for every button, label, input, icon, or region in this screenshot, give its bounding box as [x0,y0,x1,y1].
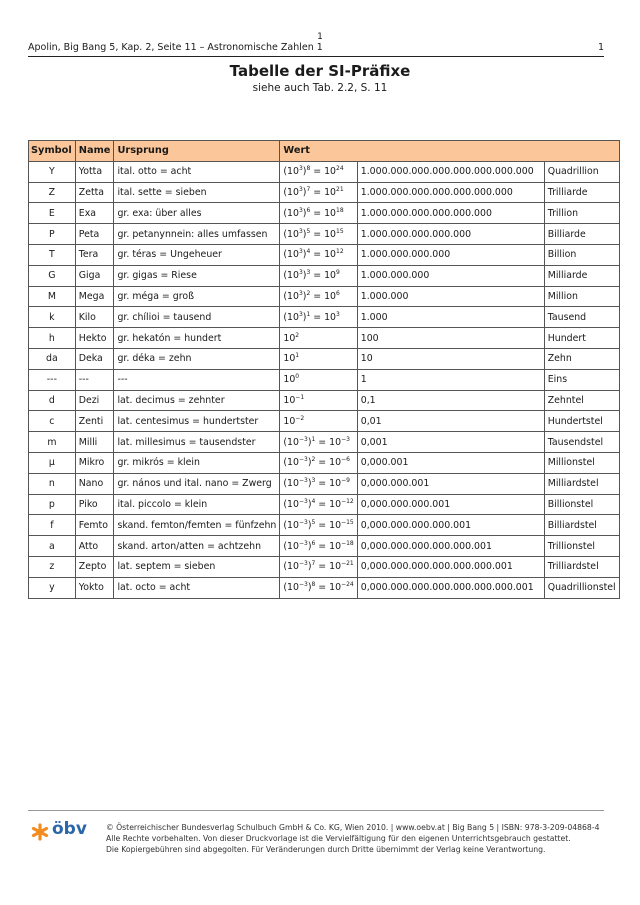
cell-origin: ital. otto = acht [114,161,280,182]
cell-power-formula: $(10^{-3})^1 = 10^{-3}$ [280,432,357,453]
cell-name: Femto [75,515,114,536]
table-row [29,432,620,453]
cell-number-word: Billiarde [544,224,619,245]
cell-origin: lat. centesimus = hundertster [114,411,280,432]
cell-symbol: y [29,577,76,598]
cell-origin: gr. méga = groß [114,286,280,307]
column-header-origin: Ursprung [114,141,280,162]
cell-power-formula: $(10^3)^7 = 10^{21}$ [280,182,357,203]
cell-origin: gr. déka = zehn [114,348,280,369]
cell-decimal-value: 1.000.000.000.000.000.000.000.000 [357,161,544,182]
cell-power-formula: $10^1$ [280,348,357,369]
table-row [29,473,620,494]
cell-origin: ital. piccolo = klein [114,494,280,515]
table-row [29,286,620,307]
cell-symbol: M [29,286,76,307]
cell-power-formula: $(10^3)^6 = 10^{18}$ [280,203,357,224]
cell-symbol: a [29,536,76,557]
header-title: Apolin, Big Bang 5, Kap. 2, Seite 11 – Astronomische Zahlen 1 [28,42,323,53]
cell-name: Piko [75,494,114,515]
header-page-number: 1 [597,42,604,53]
cell-name: Atto [75,536,114,557]
cell-power-formula: $(10^3)^2 = 10^6$ [280,286,357,307]
column-header-name: Name [75,141,114,162]
cell-number-word: Millionstel [544,452,619,473]
cell-symbol: n [29,473,76,494]
footer-line-3: Die Kopiergebühren sind abgegolten. Für Veränderungen durch Dritte übernimmt der Verlag keine Verantwortung. [106,845,546,854]
cell-origin: lat. octo = acht [114,577,280,598]
cell-symbol: d [29,390,76,411]
footer-line-1: © Österreichischer Bundesverlag Schulbuch GmbH & Co. KG, Wien 2010. | www.oebv.at | Big Bang 5 | ISBN: 978-3-209-04868-4 [106,823,600,832]
table-row [29,515,620,536]
cell-name: Mikro [75,452,114,473]
cell-power-formula: $10^{-2}$ [280,411,357,432]
table-row [29,224,620,245]
cell-number-word: Trilliarde [544,182,619,203]
table-row [29,328,620,349]
cell-origin: gr. gigas = Riese [114,265,280,286]
cell-decimal-value: 1 [357,369,544,390]
cell-number-word: Billionstel [544,494,619,515]
cell-name: Yotta [75,161,114,182]
cell-symbol: k [29,307,76,328]
cell-number-word: Trillion [544,203,619,224]
cell-number-word: Billiardstel [544,515,619,536]
cell-number-word: Tausend [544,307,619,328]
table-row [29,348,620,369]
table-row [29,390,620,411]
cell-power-formula: $(10^3)^3 = 10^9$ [280,265,357,286]
table-row [29,411,620,432]
cell-origin: lat. millesimus = tausendster [114,432,280,453]
cell-origin: lat. septem = sieben [114,556,280,577]
column-header-value: Wert [280,141,619,162]
cell-name: Giga [75,265,114,286]
page-subtitle: siehe auch Tab. 2.2, S. 11 [252,82,388,94]
page-top-number: 1 [317,32,323,42]
cell-origin: --- [114,369,280,390]
cell-origin: gr. exa: über alles [114,203,280,224]
cell-number-word: Quadrillionstel [544,577,619,598]
cell-origin: skand. femton/femten = fünfzehn [114,515,280,536]
cell-name: Peta [75,224,114,245]
cell-power-formula: $(10^3)^4 = 10^{12}$ [280,244,357,265]
cell-name: Nano [75,473,114,494]
cell-power-formula: $(10^{-3})^4 = 10^{-12}$ [280,494,357,515]
cell-symbol: Y [29,161,76,182]
cell-number-word: Quadrillion [544,161,619,182]
cell-decimal-value: 0,000.000.000.000.001 [357,515,544,536]
cell-number-word: Trilliardstel [544,556,619,577]
table-row [29,161,620,182]
publisher-logo [31,821,91,843]
cell-name: --- [75,369,114,390]
cell-decimal-value: 0,000.000.000.000.000.000.000.001 [357,577,544,598]
cell-decimal-value: 1.000.000.000 [357,265,544,286]
cell-power-formula: $(10^{-3})^2 = 10^{-6}$ [280,452,357,473]
cell-decimal-value: 0,1 [357,390,544,411]
cell-power-formula: $10^0$ [280,369,357,390]
table-row [29,182,620,203]
cell-origin: gr. chílioi = tausend [114,307,280,328]
cell-number-word: Million [544,286,619,307]
cell-name: Kilo [75,307,114,328]
cell-symbol: m [29,432,76,453]
cell-decimal-value: 0,01 [357,411,544,432]
cell-symbol: c [29,411,76,432]
table-row [29,244,620,265]
cell-symbol: p [29,494,76,515]
cell-origin: gr. téras = Ungeheuer [114,244,280,265]
cell-symbol: T [29,244,76,265]
table-row [29,203,620,224]
cell-origin: gr. nános und ital. nano = Zwerg [114,473,280,494]
cell-decimal-value: 1.000.000.000.000.000.000.000 [357,182,544,203]
table-row [29,556,620,577]
cell-decimal-value: 1.000.000.000.000 [357,244,544,265]
cell-symbol: da [29,348,76,369]
cell-number-word: Milliarde [544,265,619,286]
cell-number-word: Zehn [544,348,619,369]
cell-name: Dezi [75,390,114,411]
cell-decimal-value: 10 [357,348,544,369]
cell-power-formula: $(10^{-3})^6 = 10^{-18}$ [280,536,357,557]
cell-number-word: Trillionstel [544,536,619,557]
cell-number-word: Tausendstel [544,432,619,453]
cell-name: Zetta [75,182,114,203]
cell-name: Tera [75,244,114,265]
footer-divider [28,810,604,811]
cell-decimal-value: 1.000.000 [357,286,544,307]
cell-symbol: E [29,203,76,224]
cell-decimal-value: 1.000.000.000.000.000 [357,224,544,245]
cell-name: Zenti [75,411,114,432]
cell-number-word: Hundert [544,328,619,349]
header-divider [28,56,604,57]
cell-number-word: Hundertstel [544,411,619,432]
table-header-row [29,141,620,162]
cell-power-formula: $(10^3)^5 = 10^{15}$ [280,224,357,245]
cell-power-formula: $(10^{-3})^7 = 10^{-21}$ [280,556,357,577]
cell-origin: gr. petanynnein: alles umfassen [114,224,280,245]
cell-decimal-value: 0,000.000.000.000.000.001 [357,536,544,557]
cell-decimal-value: 0,000.001 [357,452,544,473]
cell-origin: lat. decimus = zehnter [114,390,280,411]
cell-origin: ital. sette = sieben [114,182,280,203]
cell-power-formula: $(10^{-3})^3 = 10^{-9}$ [280,473,357,494]
cell-name: Deka [75,348,114,369]
page-title: Tabelle der SI-Präfixe [229,62,411,80]
cell-symbol: μ [29,452,76,473]
cell-symbol: --- [29,369,76,390]
cell-power-formula: $(10^3)^8 = 10^{24}$ [280,161,357,182]
cell-symbol: P [29,224,76,245]
table-body [29,161,620,598]
table-row [29,369,620,390]
table-row [29,452,620,473]
si-prefix-table [28,140,620,599]
page-header [28,42,604,54]
table-row [29,494,620,515]
cell-name: Hekto [75,328,114,349]
cell-decimal-value: 0,000.000.000.001 [357,494,544,515]
cell-name: Exa [75,203,114,224]
cell-symbol: z [29,556,76,577]
footer-line-2: Alle Rechte vorbehalten. Von dieser Druckvorlage ist die Vervielfältigung für den eigenen Unterrichtsgebrauch gestattet. [106,834,571,843]
cell-decimal-value: 0,001 [357,432,544,453]
cell-power-formula: $(10^3)^1 = 10^3$ [280,307,357,328]
cell-power-formula: $10^2$ [280,328,357,349]
cell-name: Zepto [75,556,114,577]
column-header-symbol: Symbol [29,141,76,162]
cell-power-formula: $(10^{-3})^8 = 10^{-24}$ [280,577,357,598]
cell-symbol: Z [29,182,76,203]
cell-decimal-value: 1.000 [357,307,544,328]
cell-symbol: h [29,328,76,349]
footer-copyright [106,822,606,855]
table-row [29,536,620,557]
cell-number-word: Eins [544,369,619,390]
cell-name: Yokto [75,577,114,598]
cell-symbol: G [29,265,76,286]
cell-name: Mega [75,286,114,307]
cell-number-word: Zehntel [544,390,619,411]
table-row [29,307,620,328]
cell-origin: skand. arton/atten = achtzehn [114,536,280,557]
cell-power-formula: $10^{-1}$ [280,390,357,411]
cell-decimal-value: 0,000.000.001 [357,473,544,494]
cell-decimal-value: 0,000.000.000.000.000.000.001 [357,556,544,577]
cell-power-formula: $(10^{-3})^5 = 10^{-15}$ [280,515,357,536]
logo-text: öbv [52,819,87,839]
cell-decimal-value: 1.000.000.000.000.000.000 [357,203,544,224]
table-row [29,577,620,598]
cell-decimal-value: 100 [357,328,544,349]
cell-name: Milli [75,432,114,453]
cell-origin: gr. hekatón = hundert [114,328,280,349]
cell-symbol: f [29,515,76,536]
cell-number-word: Billion [544,244,619,265]
obv-star-icon [31,823,49,841]
cell-number-word: Milliardstel [544,473,619,494]
cell-origin: gr. mikrós = klein [114,452,280,473]
table-row [29,265,620,286]
